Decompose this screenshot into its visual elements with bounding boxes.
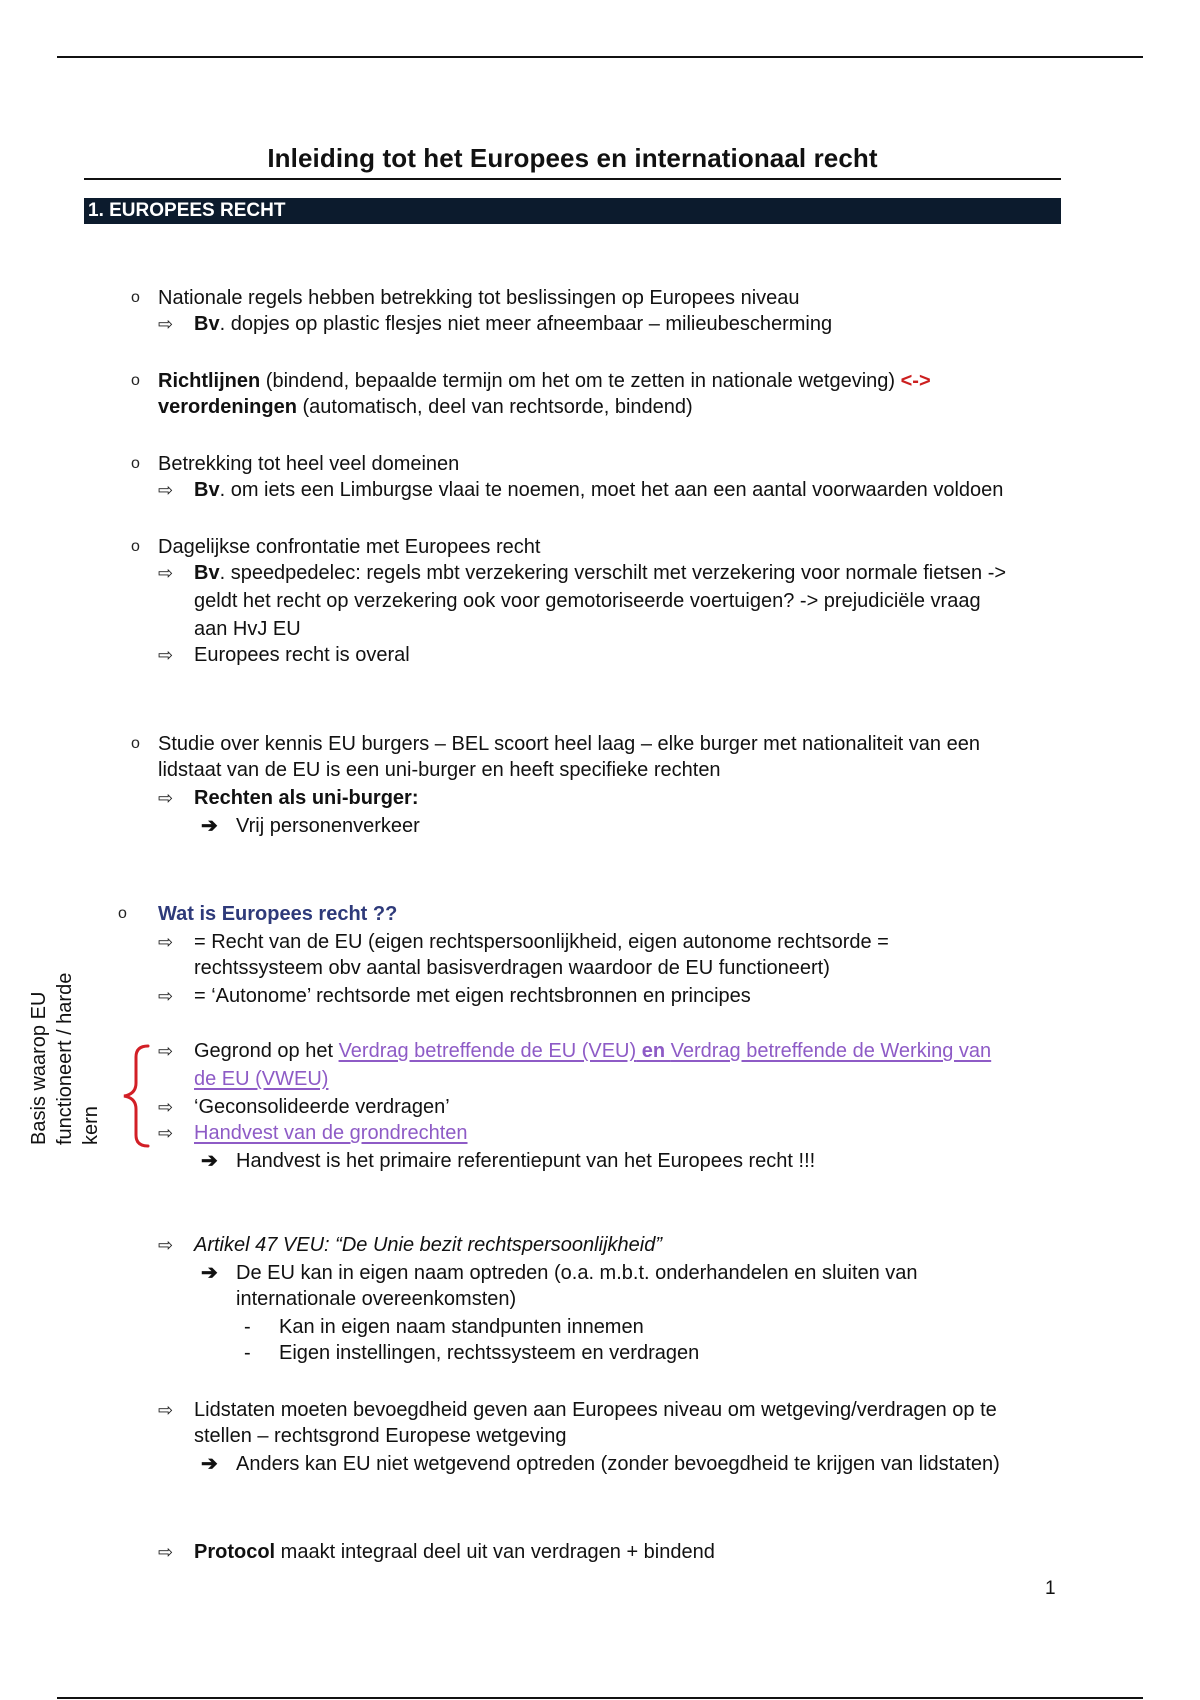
definition-line-2: rechtssysteem obv aantal basisverdragen waardoor de EU functioneert)	[194, 957, 830, 979]
handvest-link[interactable]: Handvest van de grondrechten	[194, 1122, 468, 1144]
bullet-1-text: Nationale regels hebben betrekking tot beslissingen op Europees niveau	[158, 287, 800, 309]
bullet-2-line-1: Richtlijnen (bindend, bepaalde termijn om het om te zetten in nationale wetgeving) <->	[158, 370, 931, 392]
vweu-link[interactable]: Verdrag betreffende de Werking van	[670, 1040, 992, 1062]
arrow-icon: ⇨	[158, 1097, 174, 1117]
bullet-4-sub-2: Europees recht is overal	[194, 644, 410, 666]
bullet-4-sub-1-line-1: Bv. speedpedelec: regels mbt verzekering verschilt met verzekering voor normale fietsen ->	[194, 562, 1007, 584]
section-heading: 1. EUROPEES RECHT	[84, 198, 1061, 224]
arrow-icon: ⇨	[158, 788, 174, 808]
arrow-icon: ⇨	[158, 480, 174, 500]
bullet-3-text: Betrekking tot heel veel domeinen	[158, 453, 460, 475]
bullet-marker: o	[131, 455, 140, 472]
vweu-link-cont[interactable]: de EU (VWEU)	[194, 1068, 329, 1090]
curly-brace-icon	[120, 1043, 150, 1149]
arrow-icon: ⇨	[158, 563, 174, 583]
gegrond-line-1: Gegrond op het Verdrag betreffende de EU (VEU) en Verdrag betreffende de Werking van	[194, 1040, 992, 1062]
bullet-marker: o	[118, 905, 127, 922]
bullet-5-sub: Rechten als uni-burger:	[194, 787, 419, 809]
arrow-icon: ⇨	[158, 1542, 174, 1562]
arrow-icon: ⇨	[158, 1235, 174, 1255]
bullet-5-subsub: Vrij personenverkeer	[236, 815, 420, 837]
section-question-heading: Wat is Europees recht ??	[158, 903, 398, 925]
bullet-marker: o	[131, 735, 140, 752]
bullet-5-line-2: lidstaat van de EU is een uni-burger en heeft specifieke rechten	[158, 759, 721, 781]
double-arrow-icon: ➔	[201, 1262, 218, 1284]
bullet-2-line-2: verordeningen (automatisch, deel van rechtsorde, bindend)	[158, 396, 693, 418]
autonome-rechtsorde: = ‘Autonome’ rechtsorde met eigen rechtsbronnen en principes	[194, 985, 751, 1007]
artikel-47-dash-2: Eigen instellingen, rechtssysteem en verdragen	[279, 1342, 700, 1364]
arrow-icon: ⇨	[158, 1400, 174, 1420]
double-arrow-icon: ➔	[201, 1453, 218, 1475]
gegrond-line-2	[194, 1067, 328, 1091]
page-number: 1	[1045, 1578, 1056, 1599]
arrow-icon: ⇨	[158, 645, 174, 665]
bullet-1-sub: Bv. dopjes op plastic flesjes niet meer afneembaar – milieubescherming	[194, 313, 833, 335]
lidstaten-line-2: stellen – rechtsgrond Europese wetgeving	[194, 1425, 567, 1447]
bullet-4-text: Dagelijkse confrontatie met Europees recht	[158, 536, 541, 558]
protocol-line: Protocol maakt integraal deel uit van verdragen + bindend	[194, 1541, 715, 1563]
lidstaten-sub: Anders kan EU niet wetgevend optreden (zonder bevoegdheid te krijgen van lidstaten)	[236, 1453, 1000, 1475]
bullet-3-sub: Bv. om iets een Limburgse vlaai te noemen, moet het aan een aantal voorwaarden voldoen	[194, 479, 1004, 501]
arrow-icon: ⇨	[158, 1123, 174, 1143]
dash-marker: -	[244, 1316, 251, 1338]
lidstaten-line-1: Lidstaten moeten bevoegdheid geven aan Europees niveau om wetgeving/verdragen op te	[194, 1399, 997, 1421]
arrow-icon: ⇨	[158, 932, 174, 952]
dash-marker: -	[244, 1342, 251, 1364]
bullet-4-sub-1-line-2: geldt het recht op verzekering ook voor gemotoriseerde voertuigen? -> prejudiciële vraag	[194, 590, 981, 612]
margin-note: Basis waarop EU functioneert / harde kern	[28, 972, 102, 1145]
geconsolideerde-verdragen: ‘Geconsolideerde verdragen’	[194, 1096, 450, 1118]
handvest-sub: Handvest is het primaire referentiepunt van het Europees recht !!!	[236, 1150, 816, 1172]
bullet-marker: o	[131, 372, 140, 389]
veu-link[interactable]: Verdrag betreffende de EU (VEU)	[338, 1040, 637, 1062]
arrow-icon: ⇨	[158, 314, 174, 334]
bullet-marker: o	[131, 289, 140, 306]
definition-line-1: = Recht van de EU (eigen rechtspersoonlijkheid, eigen autonome rechtsorde =	[194, 931, 889, 953]
top-rule	[57, 56, 1143, 58]
artikel-47-sub-line-1: De EU kan in eigen naam optreden (o.a. m.b.t. onderhandelen en sluiten van	[236, 1262, 918, 1284]
artikel-47-line: Artikel 47 VEU: “De Unie bezit rechtspersoonlijkheid”	[194, 1234, 662, 1256]
double-arrow-icon: ➔	[201, 815, 218, 837]
double-arrow-icon: ➔	[201, 1150, 218, 1172]
bullet-4-sub-1-line-3: aan HvJ EU	[194, 618, 301, 640]
title-underline	[84, 178, 1061, 180]
handvest-line	[194, 1121, 468, 1145]
bullet-marker: o	[131, 538, 140, 555]
arrow-icon: ⇨	[158, 986, 174, 1006]
bullet-5-line-1: Studie over kennis EU burgers – BEL scoort heel laag – elke burger met nationaliteit van een	[158, 733, 980, 755]
arrow-icon: ⇨	[158, 1041, 174, 1061]
document-title: Inleiding tot het Europees en internationaal recht	[267, 143, 878, 173]
bottom-rule	[57, 1697, 1143, 1699]
artikel-47-sub-line-2: internationale overeenkomsten)	[236, 1288, 517, 1310]
artikel-47-dash-1: Kan in eigen naam standpunten innemen	[279, 1316, 644, 1338]
